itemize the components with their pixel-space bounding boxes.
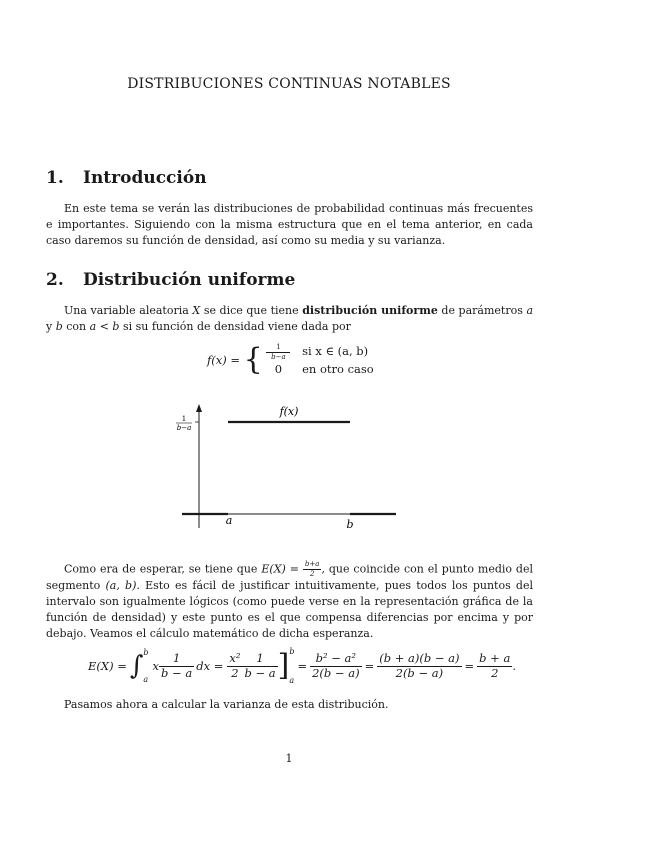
- text-fragment: se dice que tiene: [203, 304, 299, 317]
- dx-equals: dx =: [196, 659, 224, 673]
- integral-sign: ∫: [129, 651, 144, 681]
- bold-term: distribución uniforme: [302, 304, 438, 317]
- frac-denominator: b − a: [161, 665, 193, 680]
- frac-denominator: 2: [309, 570, 315, 578]
- page-number: 1: [285, 752, 293, 765]
- section-1-number: 1.: [46, 168, 64, 188]
- fraction-3: [242, 653, 277, 679]
- text-fragment: . Esto es fácil de justificar intuitivamente, pues todos los puntos del intervalo son igualmente lógicos (como puede verse en la representación gráfica de la función de densidad) y este punto es el que compensa diferencias por encima y por debajo. Veamos el cálculo matemático de dicha esperanza.: [46, 579, 533, 640]
- math-condition: a < b: [89, 320, 120, 333]
- upper-limit: b: [143, 648, 149, 657]
- frac-numerator: b² − a²: [310, 653, 361, 667]
- frac-numerator: b + a: [479, 651, 511, 665]
- frac-numerator: x²: [229, 651, 241, 665]
- integral-limits: [143, 648, 148, 684]
- frac-denominator: 2: [491, 665, 499, 680]
- document-title: DISTRIBUCIONES CONTINUAS NOTABLES: [127, 76, 451, 92]
- x-tick-b: b: [346, 518, 354, 531]
- eval-limits: [289, 647, 294, 685]
- case-2-value: 0: [274, 361, 283, 376]
- mean-calculation: [88, 647, 516, 685]
- section-1-title: Introducción: [83, 168, 207, 188]
- calc-lhs: E(X) =: [88, 659, 127, 673]
- density-function: [207, 343, 374, 378]
- math-var-x: X: [192, 304, 201, 317]
- density-fraction: [266, 344, 290, 361]
- y-tick-numerator: 1: [181, 415, 187, 423]
- integrand-x: x: [152, 659, 160, 673]
- frac-denominator: 2(b − a): [312, 665, 360, 680]
- mean-paragraph: [46, 561, 533, 642]
- section-2-number: 2.: [46, 270, 64, 290]
- frac-numerator: 1: [266, 344, 290, 353]
- case-2-condition: en otro caso: [302, 361, 374, 376]
- y-axis-arrow: [196, 404, 202, 412]
- y-tick-denominator: b−a: [176, 424, 192, 432]
- frac-denominator: 2(b − a): [395, 665, 444, 680]
- fraction-5: [377, 653, 461, 679]
- frac-numerator: b+a: [304, 560, 320, 568]
- section-1-text: En este tema se verán las distribuciones de probabilidad continuas más frecuentes e importantes. Siguiendo con la misma estructura que en el tema anterior, en cada caso daremos su función de densidad, así como su media y su varianza.: [46, 202, 533, 247]
- text-fragment: Una variable aleatoria: [64, 304, 189, 317]
- equals-sign: =: [464, 659, 475, 673]
- equals-sign: =: [297, 659, 308, 673]
- uniform-density-graph: [160, 400, 410, 535]
- text-fragment: y: [46, 320, 53, 333]
- math-var-b: b: [55, 320, 63, 333]
- case-1-condition: si x ∈ (a, b): [302, 344, 369, 358]
- section-2-title: Distribución uniforme: [83, 270, 296, 290]
- mean-inline-fraction: [303, 561, 322, 578]
- lower-limit: a: [143, 675, 149, 684]
- math-var-a: a: [526, 304, 534, 317]
- fraction-4: [310, 653, 361, 679]
- fraction-6: [477, 653, 512, 679]
- closing-text: Pasamos ahora a calcular la varianza de esta distribución.: [64, 698, 389, 711]
- density-case-2: [266, 361, 373, 378]
- x-tick-a: a: [225, 514, 233, 527]
- text-fragment: si su función de densidad viene dada por: [122, 320, 351, 333]
- equals-sign: =: [364, 659, 375, 673]
- text-fragment: Como era de esperar, se tiene que: [64, 562, 258, 576]
- right-bracket: ]: [277, 648, 290, 683]
- density-lhs: f(x) =: [207, 353, 241, 368]
- text-fragment: de parámetros: [441, 304, 523, 317]
- density-case-1: [266, 343, 373, 361]
- frac-denominator: b − a: [244, 665, 276, 680]
- period: .: [512, 659, 516, 673]
- evaluation-bracket: [278, 647, 295, 685]
- frac-numerator: 1: [159, 653, 194, 667]
- upper-limit: b: [289, 647, 295, 656]
- closing-paragraph: [46, 697, 533, 713]
- fraction-2: [227, 653, 242, 679]
- section-2-heading: [46, 270, 295, 290]
- density-cases: [266, 343, 373, 378]
- frac-denominator: 2: [231, 665, 239, 680]
- integral: [130, 648, 149, 684]
- frac-numerator: (b + a)(b − a): [379, 651, 460, 665]
- mean-lhs: E(X) =: [261, 562, 299, 576]
- curve-label: f(x): [279, 405, 299, 418]
- section-1-paragraph: [46, 201, 533, 249]
- text-fragment: con: [66, 320, 87, 333]
- section-1-heading: [46, 168, 207, 188]
- fraction-1: [159, 653, 194, 679]
- text-fragment: , que coincide con el punto medio del segmento: [46, 562, 534, 592]
- uniform-definition-paragraph: [46, 303, 533, 335]
- segment-ab: (a, b): [105, 579, 137, 592]
- frac-numerator: 1: [242, 653, 277, 667]
- left-brace: {: [243, 342, 263, 378]
- lower-limit: a: [289, 676, 295, 685]
- frac-denominator: b−a: [271, 352, 286, 361]
